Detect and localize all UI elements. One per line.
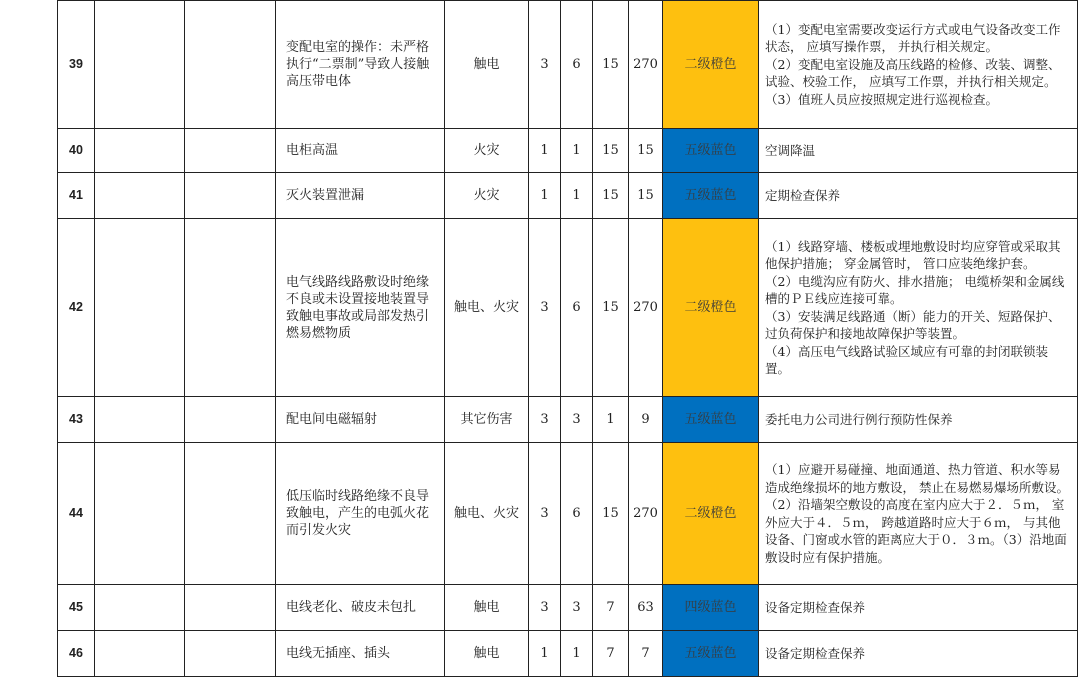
table-row <box>58 129 1078 173</box>
blank-cell <box>185 397 276 443</box>
l-value-cell: 1 <box>529 631 561 677</box>
hazard-cell: 电柜高温 <box>276 129 445 173</box>
blank-cell <box>185 585 276 631</box>
risk-assessment-table <box>57 0 1078 677</box>
hazard-cell: 电气线路线路敷设时绝缘不良或未设置接地装置导致触电事故或局部发热引燃易燃物质 <box>276 219 445 397</box>
c-value-cell: 15 <box>593 1 629 129</box>
hazard-cell: 电线无插座、插头 <box>276 631 445 677</box>
blank-cell <box>95 219 185 397</box>
hazard-cell: 电线老化、破皮未包扎 <box>276 585 445 631</box>
blank-cell <box>185 173 276 219</box>
d-value-cell: 15 <box>629 173 663 219</box>
table-row <box>58 631 1078 677</box>
row-number-cell: 44 <box>58 443 95 585</box>
blank-cell <box>95 631 185 677</box>
measure-line: （2）沿墙架空敷设的高度在室内应大于２．５ｍ， 室外应大于４．５ｍ， 跨越道路时应大于６ｍ， 与其他设备、门窗或水管的距离应大于０．３ｍ。（3）沿地面敷设时应有保护措施。 <box>765 497 1067 565</box>
c-value-cell: 1 <box>593 397 629 443</box>
measure-line: （1）应避开易碰撞、地面通道、热力管道、积水等易造成绝缘损坏的地方敷设， 禁止在易燃易爆场所敷设。 <box>765 462 1069 495</box>
table-row <box>58 443 1078 585</box>
d-value-cell: 15 <box>629 129 663 173</box>
hazard-cell: 灭火装置泄漏 <box>276 173 445 219</box>
c-value-cell: 15 <box>593 173 629 219</box>
d-value-cell: 63 <box>629 585 663 631</box>
table-row <box>58 219 1078 397</box>
row-number-cell: 40 <box>58 129 95 173</box>
measure-line: 空调降温 <box>765 142 816 158</box>
measure-line: （1）线路穿墙、楼板或埋地敷设时均应穿管或采取其他保护措施； 穿金属管时， 管口应装绝缘护套。 <box>765 238 1061 271</box>
row-number-cell: 46 <box>58 631 95 677</box>
blank-cell <box>95 397 185 443</box>
blank-cell <box>95 129 185 173</box>
risk-level-badge: 五级蓝色 <box>663 173 759 219</box>
control-measures-cell <box>759 397 1078 443</box>
l-value-cell: 3 <box>529 397 561 443</box>
c-value-cell: 7 <box>593 585 629 631</box>
measure-line: （4）高压电气线路试验区域应有可靠的封闭联锁装置。 <box>765 343 1048 376</box>
accident-type-cell: 触电 <box>445 631 529 677</box>
l-value-cell: 3 <box>529 585 561 631</box>
blank-cell <box>185 129 276 173</box>
risk-level-badge: 四级蓝色 <box>663 585 759 631</box>
blank-cell <box>95 443 185 585</box>
risk-level-badge: 二级橙色 <box>663 219 759 397</box>
c-value-cell: 15 <box>593 129 629 173</box>
e-value-cell: 3 <box>561 585 593 631</box>
measure-line: （2）变配电室设施及高压线路的检修、改装、调整、试验、校验工作， 应填写工作票，并执行相关规定。 <box>765 56 1061 90</box>
l-value-cell: 3 <box>529 219 561 397</box>
control-measures-cell <box>759 129 1078 173</box>
accident-type-cell: 触电 <box>445 1 529 129</box>
accident-type-cell: 火灾 <box>445 129 529 173</box>
blank-cell <box>95 173 185 219</box>
e-value-cell: 6 <box>561 219 593 397</box>
blank-cell <box>185 1 276 129</box>
blank-cell <box>185 631 276 677</box>
d-value-cell: 270 <box>629 1 663 129</box>
l-value-cell: 1 <box>529 129 561 173</box>
table-row <box>58 1 1078 129</box>
c-value-cell: 15 <box>593 219 629 397</box>
accident-type-cell: 触电 <box>445 585 529 631</box>
control-measures-cell <box>759 219 1078 397</box>
row-number-cell: 39 <box>58 1 95 129</box>
risk-level-badge: 五级蓝色 <box>663 129 759 173</box>
control-measures-cell <box>759 173 1078 219</box>
accident-type-cell: 火灾 <box>445 173 529 219</box>
measure-line: 委托电力公司进行例行预防性保养 <box>765 411 953 427</box>
row-number-cell: 45 <box>58 585 95 631</box>
hazard-cell: 配电间电磁辐射 <box>276 397 445 443</box>
blank-cell <box>95 585 185 631</box>
e-value-cell: 3 <box>561 397 593 443</box>
c-value-cell: 15 <box>593 443 629 585</box>
control-measures-cell <box>759 631 1078 677</box>
measure-line: 设备定期检查保养 <box>765 645 866 661</box>
measure-line: （2）电缆沟应有防火、排水措施； 电缆桥架和金属线槽的ＰＥ线应连接可靠。 <box>765 273 1065 306</box>
e-value-cell: 1 <box>561 129 593 173</box>
risk-level-badge: 二级橙色 <box>663 443 759 585</box>
risk-level-badge: 二级橙色 <box>663 1 759 129</box>
accident-type-cell: 触电、火灾 <box>445 219 529 397</box>
d-value-cell: 270 <box>629 443 663 585</box>
control-measures-cell <box>759 585 1078 631</box>
d-value-cell: 9 <box>629 397 663 443</box>
l-value-cell: 1 <box>529 173 561 219</box>
blank-cell <box>185 219 276 397</box>
risk-level-badge: 五级蓝色 <box>663 631 759 677</box>
d-value-cell: 270 <box>629 219 663 397</box>
control-measures-cell <box>759 443 1078 585</box>
measure-line: 定期检查保养 <box>765 187 841 203</box>
accident-type-cell: 其它伤害 <box>445 397 529 443</box>
measure-line: （3）值班人员应按照规定进行巡视检查。 <box>765 91 998 107</box>
hazard-cell: 变配电室的操作：未严格执行“二票制”导致人接触高压带电体 <box>276 1 445 129</box>
measure-line: （1）变配电室需要改变运行方式或电气设备改变工作状态， 应填写操作票， 并执行相关规定。 <box>765 21 1061 55</box>
accident-type-cell: 触电、火灾 <box>445 443 529 585</box>
row-number-cell: 43 <box>58 397 95 443</box>
row-number-cell: 42 <box>58 219 95 397</box>
measure-line: 设备定期检查保养 <box>765 599 866 615</box>
table-row <box>58 397 1078 443</box>
table-row <box>58 585 1078 631</box>
control-measures-cell <box>759 1 1078 129</box>
e-value-cell: 6 <box>561 1 593 129</box>
e-value-cell: 6 <box>561 443 593 585</box>
l-value-cell: 3 <box>529 1 561 129</box>
measure-line: （3）安装满足线路通（断）能力的开关、短路保护、过负荷保护和接地故障保护等装置。 <box>765 308 1061 341</box>
c-value-cell: 7 <box>593 631 629 677</box>
table-row <box>58 173 1078 219</box>
risk-level-badge: 五级蓝色 <box>663 397 759 443</box>
blank-cell <box>95 1 185 129</box>
e-value-cell: 1 <box>561 631 593 677</box>
d-value-cell: 7 <box>629 631 663 677</box>
e-value-cell: 1 <box>561 173 593 219</box>
row-number-cell: 41 <box>58 173 95 219</box>
hazard-cell: 低压临时线路绝缘不良导致触电，产生的电弧火花而引发火灾 <box>276 443 445 585</box>
blank-cell <box>185 443 276 585</box>
l-value-cell: 3 <box>529 443 561 585</box>
